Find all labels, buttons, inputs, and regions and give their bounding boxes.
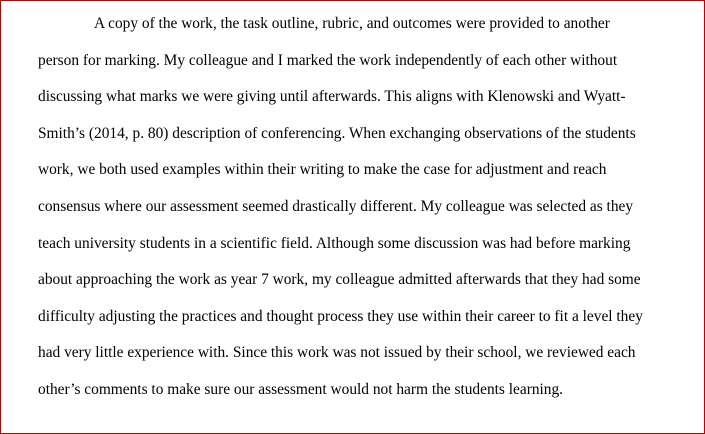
- paragraph-line-5: work, we both used examples within their writing to make the case for adjustment and reach: [38, 161, 607, 179]
- paragraph-line-10: had very little experience with. Since this work was not issued by their school, we reviewed each: [38, 344, 636, 362]
- paragraph-line-2: person for marking. My colleague and I marked the work independently of each other without: [38, 51, 618, 69]
- paragraph-line-11: other’s comments to make sure our assessment would not harm the students learning.: [38, 380, 564, 398]
- paragraph-line-9: difficulty adjusting the practices and thought process they use within their career to fit a level they: [38, 307, 643, 325]
- paragraph-line-4: Smith’s (2014, p. 80) description of conferencing. When exchanging observations of the students: [38, 124, 636, 142]
- paragraph-line-3: discussing what marks we were giving until afterwards. This aligns with Klenowski and Wyatt-: [38, 88, 626, 106]
- paragraph-line-7: teach university students in a scientific field. Although some discussion was had before marking: [38, 234, 631, 252]
- paragraph: [38, 9, 678, 412]
- paragraph-line-6: consensus where our assessment seemed drastically different. My colleague was selected as they: [38, 197, 634, 215]
- paragraph-line-8: about approaching the work as year 7 work, my colleague admitted afterwards that they had some: [38, 271, 641, 289]
- paragraph-line-1: A copy of the work, the task outline, rubric, and outcomes were provided to another: [94, 15, 610, 32]
